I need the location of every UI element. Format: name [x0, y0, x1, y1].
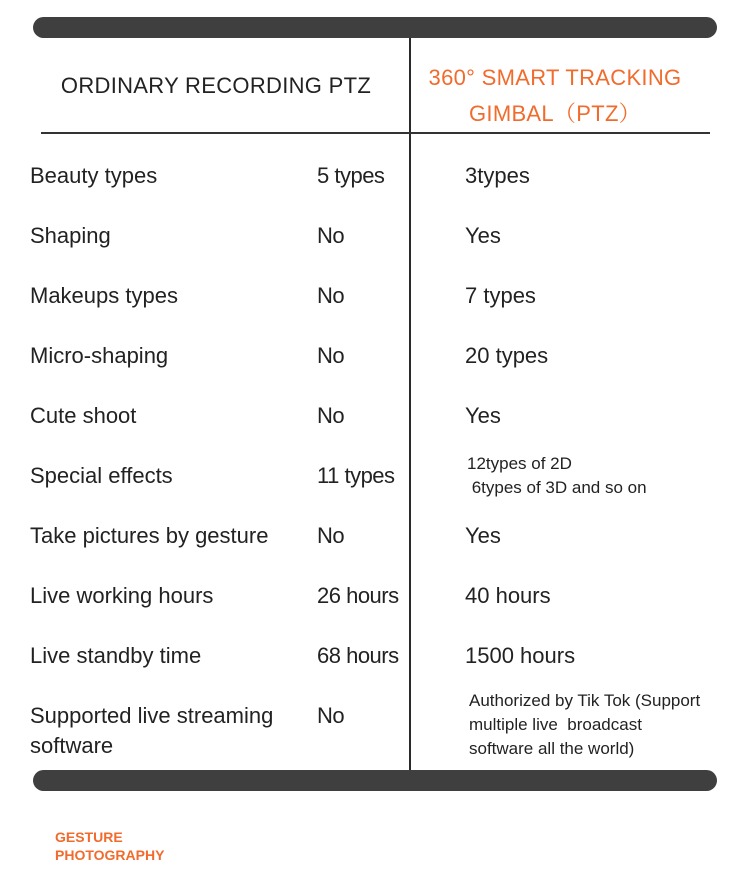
smart-value: 1500 hours [465, 643, 576, 668]
feature-label [30, 701, 273, 761]
smart-value-line3: software all the world) [469, 739, 635, 758]
feature-label: Beauty types [30, 163, 158, 188]
smart-gimbal-heading [410, 60, 700, 132]
ordinary-value: 26 hours [317, 583, 399, 608]
ordinary-value: No [317, 523, 345, 548]
smart-value: 7 types [465, 283, 536, 308]
ordinary-ptz-heading: ORDINARY RECORDING PTZ [60, 73, 372, 98]
feature-label: Makeups types [30, 283, 178, 308]
table-row [0, 281, 750, 341]
feature-label: Take pictures by gesture [30, 523, 269, 548]
feature-label-line1: Supported live streaming [30, 703, 274, 728]
ordinary-value: No [317, 703, 345, 728]
ordinary-value: 5 types [317, 163, 385, 188]
table-row [0, 341, 750, 401]
smart-gimbal-heading-line2: GIMBAL（PTZ） [469, 101, 641, 126]
table-row [0, 454, 750, 521]
smart-value: 20 types [465, 343, 549, 368]
table-row [0, 521, 750, 581]
table-row [0, 581, 750, 641]
smart-value [469, 689, 700, 761]
smart-value-line1: Authorized by Tik Tok (Support [469, 691, 701, 710]
feature-label-line2: software [30, 733, 114, 758]
feature-label: Live standby time [30, 643, 202, 668]
smart-value: 40 hours [465, 583, 551, 608]
ordinary-value: No [317, 403, 345, 428]
smart-value [467, 452, 647, 500]
smart-value: Yes [465, 403, 501, 428]
section-caption-line2: PHOTOGRAPHY [55, 847, 165, 863]
feature-label: Special effects [30, 463, 173, 488]
feature-label: Micro-shaping [30, 343, 169, 368]
smart-value-line2: 6types of 3D and so on [467, 478, 647, 497]
smart-value: 3types [465, 163, 530, 188]
feature-label: Shaping [30, 223, 111, 248]
table-row [0, 161, 750, 221]
smart-value-line2: multiple live broadcast [469, 715, 642, 734]
ordinary-value: No [317, 343, 345, 368]
ordinary-value: No [317, 223, 345, 248]
ordinary-value: 11 types [317, 463, 395, 488]
ordinary-value: 68 hours [317, 643, 399, 668]
smart-gimbal-heading-line1: 360° SMART TRACKING [428, 65, 682, 90]
feature-label: Cute shoot [30, 403, 137, 428]
smart-value: Yes [465, 523, 501, 548]
top-bar [33, 17, 717, 38]
bottom-bar [33, 770, 717, 791]
header-divider [41, 132, 710, 134]
section-caption-line1: GESTURE [55, 829, 123, 845]
section-caption [55, 828, 164, 864]
table-row [0, 691, 750, 763]
smart-value-line1: 12types of 2D [467, 454, 572, 473]
table-row [0, 221, 750, 281]
feature-label: Live working hours [30, 583, 214, 608]
ordinary-value: No [317, 283, 345, 308]
smart-value: Yes [465, 223, 501, 248]
